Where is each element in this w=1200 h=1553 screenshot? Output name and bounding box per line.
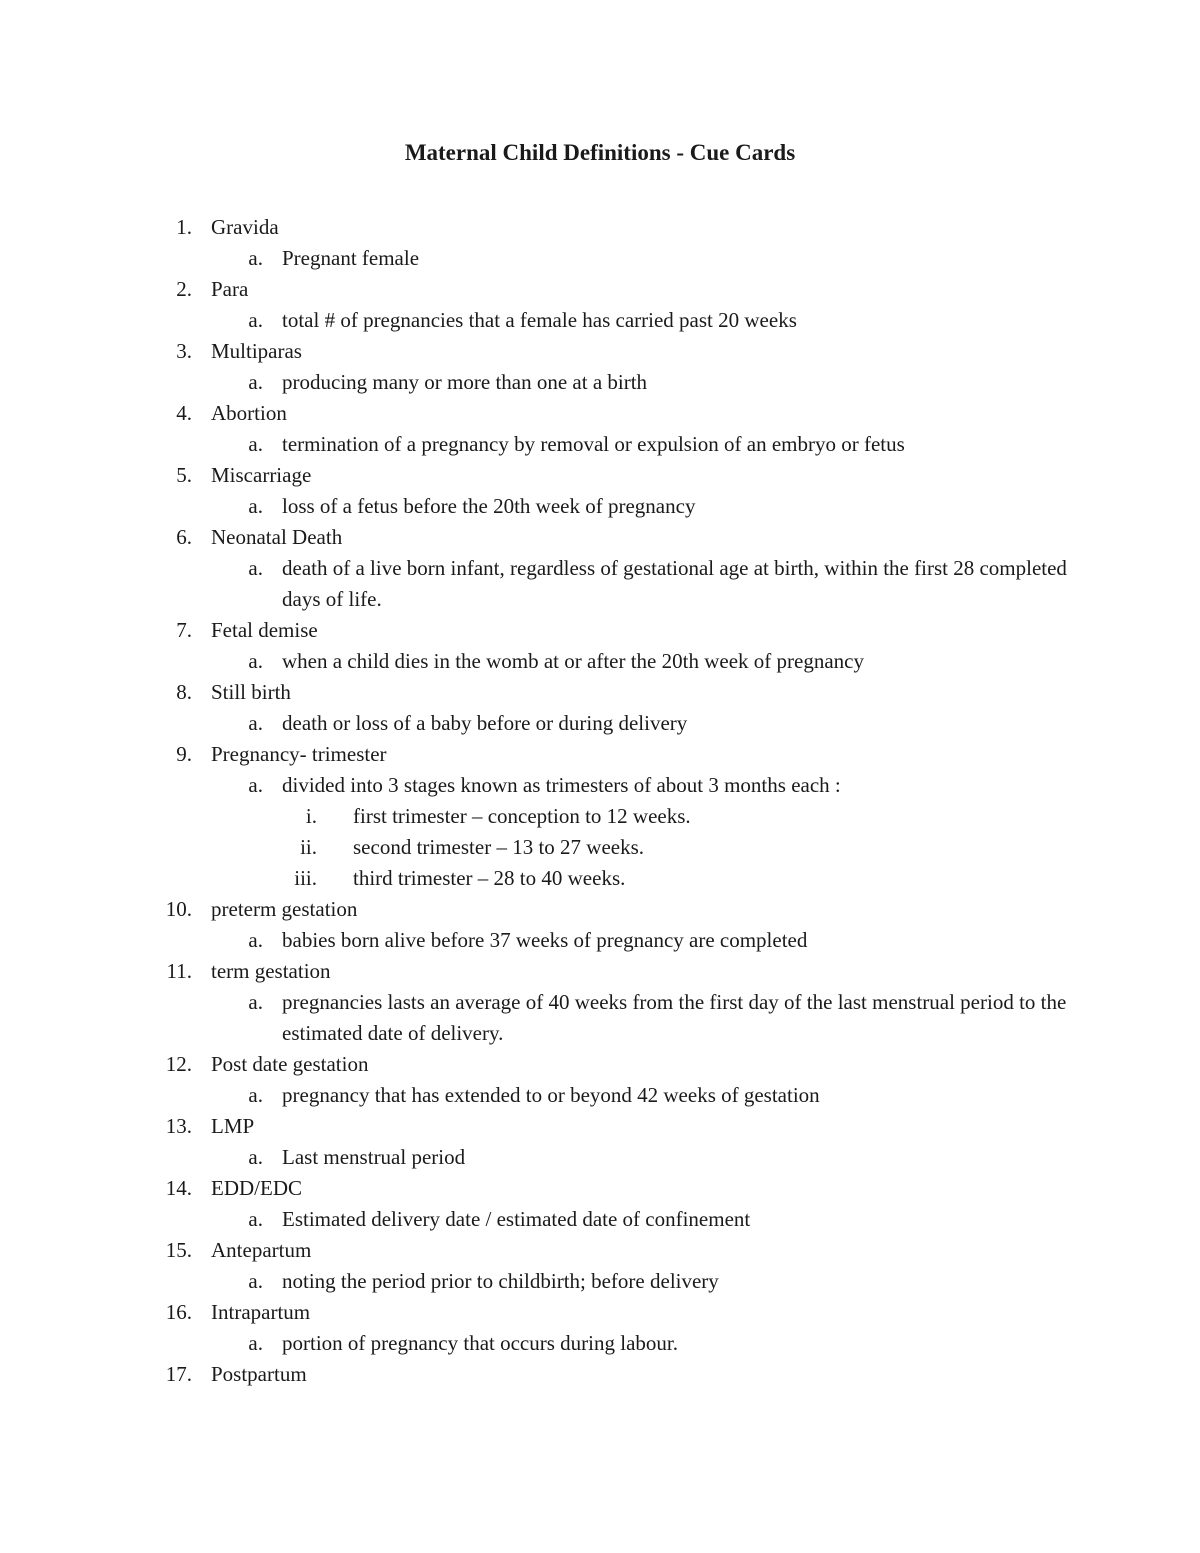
definition-text: termination of a pregnancy by removal or expulsion of an embryo or fetus (282, 432, 905, 456)
definition (0, 987, 1200, 1049)
definition-marker: a. (248, 711, 263, 735)
sub-marker: iii. (294, 866, 317, 890)
item-term: Multiparas (211, 339, 302, 363)
definition-text: death or loss of a baby before or during delivery (282, 711, 688, 735)
sub-marker: ii. (300, 835, 317, 859)
item-number: 14. (165, 1176, 192, 1200)
sub-text: first trimester – conception to 12 weeks. (353, 804, 691, 828)
definition-text: producing many or more than one at a birth (282, 370, 648, 394)
list-item (0, 1049, 1200, 1080)
definition (0, 1080, 1200, 1111)
definition-marker: a. (248, 370, 263, 394)
item-term: Antepartum (211, 1238, 312, 1262)
item-number: 5. (176, 463, 192, 487)
list-item (0, 1359, 1200, 1390)
definition (0, 491, 1200, 522)
definition-text: portion of pregnancy that occurs during labour. (282, 1331, 678, 1355)
definition-marker: a. (248, 494, 263, 518)
list-item (0, 1111, 1200, 1142)
definition-text: pregnancies lasts an average of 40 weeks from the first day of the last menstrual period to the estimated date of delivery. (282, 990, 1067, 1045)
item-number: 1. (176, 215, 192, 239)
definition-marker: a. (248, 773, 263, 797)
definition (0, 1204, 1200, 1235)
list-item (0, 274, 1200, 305)
definition-marker: a. (248, 1269, 263, 1293)
sub-definition (0, 832, 1200, 863)
definition-text: total # of pregnancies that a female has carried past 20 weeks (282, 308, 797, 332)
definition-text: divided into 3 stages known as trimesters of about 3 months each : (282, 773, 841, 797)
definition-marker: a. (248, 1145, 263, 1169)
list-item (0, 615, 1200, 646)
item-term: Post date gestation (211, 1052, 369, 1076)
definition (0, 1328, 1200, 1359)
list-item (0, 677, 1200, 708)
list-item (0, 739, 1200, 770)
item-term: LMP (211, 1114, 255, 1138)
list-item (0, 212, 1200, 243)
item-number: 17. (165, 1362, 192, 1386)
definition-text: when a child dies in the womb at or after the 20th week of pregnancy (282, 649, 864, 673)
definition (0, 243, 1200, 274)
definition-marker: a. (248, 1083, 263, 1107)
list-item (0, 956, 1200, 987)
definition-text: pregnancy that has extended to or beyond 42 weeks of gestation (282, 1083, 820, 1107)
definition-marker: a. (248, 649, 263, 673)
item-number: 9. (176, 742, 192, 766)
item-number: 13. (165, 1114, 192, 1138)
definition-text: Pregnant female (282, 246, 420, 270)
item-term: Miscarriage (211, 463, 312, 487)
sub-text: second trimester – 13 to 27 weeks. (353, 835, 645, 859)
list-item (0, 894, 1200, 925)
definition-marker: a. (248, 246, 263, 270)
item-term: Neonatal Death (211, 525, 343, 549)
list-item (0, 1297, 1200, 1328)
list-item (0, 522, 1200, 553)
item-term: Gravida (211, 215, 279, 239)
definition-marker: a. (248, 1207, 263, 1231)
item-term: Postpartum (211, 1362, 307, 1386)
definition-text: loss of a fetus before the 20th week of pregnancy (282, 494, 696, 518)
definition-marker: a. (248, 990, 263, 1014)
definition (0, 925, 1200, 956)
item-number: 16. (165, 1300, 192, 1324)
definition (0, 367, 1200, 398)
item-number: 2. (176, 277, 192, 301)
item-number: 4. (176, 401, 192, 425)
item-term: preterm gestation (211, 897, 358, 921)
item-number: 7. (176, 618, 192, 642)
item-number: 12. (165, 1052, 192, 1076)
list-item (0, 398, 1200, 429)
list-item (0, 1235, 1200, 1266)
definition-marker: a. (248, 556, 263, 580)
definition (0, 770, 1200, 801)
item-number: 8. (176, 680, 192, 704)
sub-definition (0, 801, 1200, 832)
document-title: Maternal Child Definitions - Cue Cards (404, 140, 796, 165)
definition-text: Last menstrual period (282, 1145, 466, 1169)
item-number: 10. (165, 897, 192, 921)
definition (0, 708, 1200, 739)
definition-text: Estimated delivery date / estimated date of confinement (282, 1207, 751, 1231)
item-number: 3. (176, 339, 192, 363)
definition (0, 429, 1200, 460)
definition (0, 1142, 1200, 1173)
item-term: Abortion (211, 401, 287, 425)
list-item (0, 1173, 1200, 1204)
list-item (0, 336, 1200, 367)
item-term: Intrapartum (211, 1300, 311, 1324)
definition-text: babies born alive before 37 weeks of pregnancy are completed (282, 928, 808, 952)
definition-text: noting the period prior to childbirth; before delivery (282, 1269, 719, 1293)
definitions-list (0, 212, 1200, 1390)
item-number: 6. (176, 525, 192, 549)
sub-text: third trimester – 28 to 40 weeks. (353, 866, 626, 890)
definition-marker: a. (248, 1331, 263, 1355)
item-term: Para (211, 277, 249, 301)
definition (0, 305, 1200, 336)
definition (0, 1266, 1200, 1297)
item-term: term gestation (211, 959, 331, 983)
list-item (0, 460, 1200, 491)
definition (0, 553, 1200, 615)
item-term: EDD/EDC (211, 1176, 302, 1200)
definition-text: death of a live born infant, regardless of gestational age at birth, within the first 28 completed days of life. (282, 556, 1067, 611)
sub-definition (0, 863, 1200, 894)
definition-marker: a. (248, 308, 263, 332)
definition-marker: a. (248, 928, 263, 952)
item-term: Still birth (211, 680, 291, 704)
item-term: Pregnancy- trimester (211, 742, 387, 766)
item-number: 15. (165, 1238, 192, 1262)
item-number: 11. (166, 959, 192, 983)
definition (0, 646, 1200, 677)
sub-marker: i. (305, 804, 317, 828)
definition-marker: a. (248, 432, 263, 456)
item-term: Fetal demise (211, 618, 318, 642)
